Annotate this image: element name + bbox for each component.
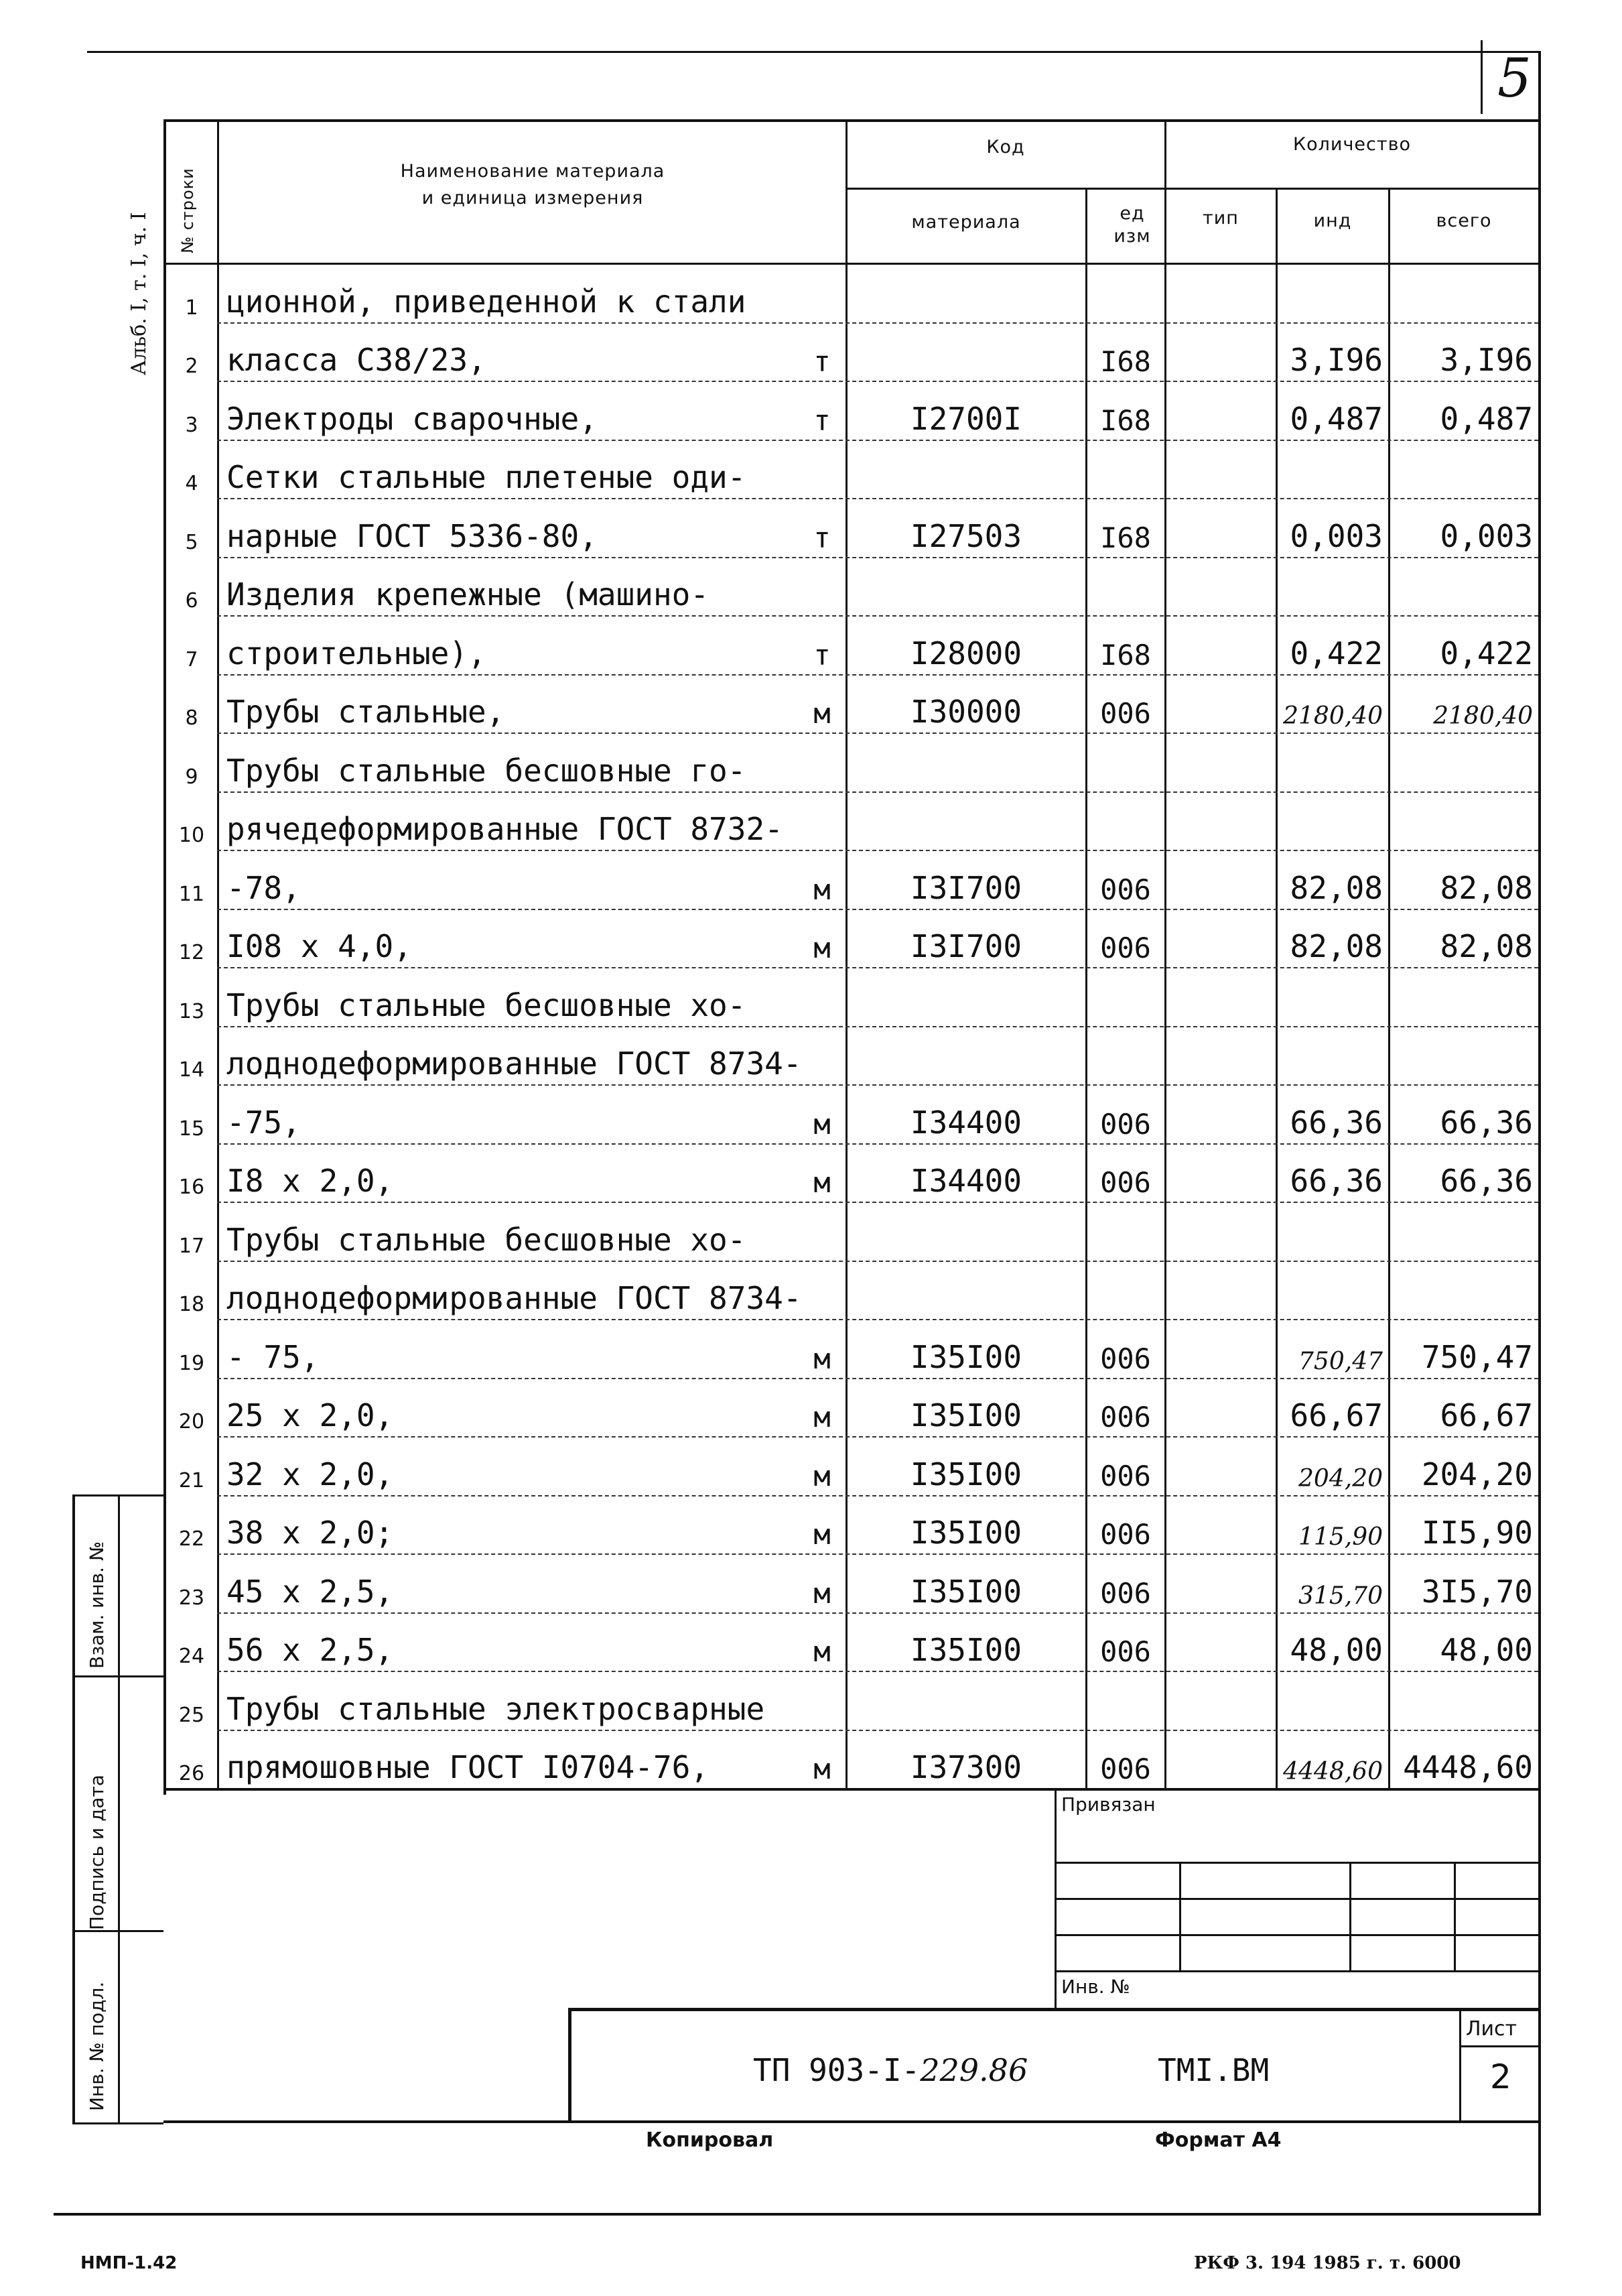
quantity-type-cell [1166,793,1276,852]
material-name-cell: Сетки стальные плетеные оди- [226,459,746,495]
material-name-cell: Изделия крепежные (машино- [226,576,709,613]
quantity-ind-cell: 0,003 [1290,517,1383,554]
quantity-type-cell [1166,1731,1276,1790]
row-number-cell: 26 [178,1762,205,1785]
quantity-total-cell: 82,08 [1440,928,1533,964]
unit-cell: м [813,1518,831,1551]
row-number-cell: 18 [178,1293,205,1316]
material-code-cell: I35I00 [910,1456,1022,1492]
measure-code-cell [1087,734,1164,793]
material-code-cell: I28000 [910,635,1022,672]
material-code-cell [847,324,1085,383]
material-code-cell [847,968,1085,1027]
table-row [163,558,1538,617]
row-number-cell: 21 [178,1468,205,1492]
unit-cell: м [813,697,831,730]
unit-cell: м [813,1342,831,1375]
unit-cell: м [813,1401,831,1433]
format-label: Формат А4 [1155,2128,1282,2152]
page-number: 5 [1497,47,1532,109]
doc-code-print: ТП 903-I- [753,2052,921,2088]
table-row [163,617,1538,676]
quantity-ind-cell [1277,558,1388,617]
measure-code-cell [1087,441,1164,500]
material-code-cell: I37300 [910,1749,1022,1785]
quantity-type-cell [1166,441,1276,500]
quantity-ind-cell: 3,I96 [1290,342,1383,378]
quantity-type-cell [1166,1555,1276,1614]
table-row [163,1555,1538,1614]
quantity-type-cell [1166,1438,1276,1496]
material-name-cell: рячедеформированные ГОСТ 8732- [226,811,783,847]
measure-code-cell: 006 [1100,697,1151,730]
measure-code-cell: 006 [1100,1459,1151,1492]
row-number-cell: 1 [185,296,198,320]
material-code-cell: I35I00 [910,1515,1022,1551]
header-code: Код [986,137,1025,157]
table-row [163,1496,1538,1555]
table-row [163,324,1538,383]
quantity-total-cell: 4448,60 [1403,1749,1533,1785]
header-quantity: Количество [1292,134,1412,155]
row-number-cell: 14 [178,1058,205,1082]
material-name-cell: Трубы стальные бесшовные хо- [226,986,746,1023]
measure-code-cell: 006 [1100,1576,1151,1610]
quantity-type-cell [1166,499,1276,558]
table-row [163,1438,1538,1496]
quantity-type-cell [1166,1203,1276,1262]
quantity-ind-cell: 66,36 [1290,1104,1383,1141]
measure-code-cell [1087,968,1164,1027]
sheet-label: Лист [1466,2017,1517,2041]
material-name-cell: 25 х 2,0, [226,1397,394,1433]
quantity-type-cell [1166,851,1276,910]
stamp-sign-date: Подпись и дата [86,1775,108,1930]
material-name-cell: Электроды сварочные, [226,400,598,437]
quantity-type-cell [1166,1320,1276,1379]
material-code-cell: I30000 [910,694,1022,730]
table-row [163,1614,1538,1673]
quantity-ind-cell [1277,793,1388,852]
table-row [163,1027,1538,1086]
table-row [163,499,1538,558]
material-code-cell [847,1262,1085,1321]
table-row [163,1379,1538,1438]
measure-code-cell [1087,265,1164,324]
quantity-ind-cell [1277,1203,1388,1262]
row-number-cell: 17 [178,1234,205,1258]
quantity-ind-cell [1277,1262,1388,1321]
material-code-cell: I35I00 [910,1632,1022,1668]
measure-code-cell [1087,1203,1164,1262]
row-number-cell: 4 [185,472,198,495]
quantity-total-cell [1390,265,1538,324]
quantity-total-cell: 66,36 [1440,1163,1533,1199]
quantity-type-cell [1166,1496,1276,1555]
material-code-cell [847,793,1085,852]
unit-cell: м [813,1107,831,1141]
material-code-cell [847,558,1085,617]
row-number-cell: 6 [185,589,198,613]
row-number-cell: 9 [185,765,198,789]
material-code-cell: I3I700 [910,928,1022,964]
measure-code-cell: I68 [1100,638,1151,672]
unit-cell: м [813,873,831,906]
table-row [163,1145,1538,1204]
header-total: всего [1436,210,1492,231]
measure-code-cell: I68 [1100,521,1151,554]
table-row [163,1203,1538,1262]
quantity-total-cell: 2180,40 [1433,702,1533,730]
unit-cell: м [813,1752,831,1785]
row-number-cell: 2 [185,355,198,378]
quantity-ind-cell: 66,67 [1290,1397,1383,1433]
quantity-total-cell [1390,558,1538,617]
measure-code-cell [1087,558,1164,617]
measure-code-cell: 006 [1100,873,1151,906]
quantity-total-cell: 750,47 [1421,1338,1533,1375]
row-number-cell: 7 [185,647,198,672]
measure-code-cell: 006 [1100,1166,1151,1199]
table-row [163,1086,1538,1145]
unit-cell [800,1262,844,1321]
quantity-type-cell [1166,1086,1276,1145]
table-row [163,734,1538,793]
row-number-cell: 25 [178,1703,205,1727]
table-row [163,1672,1538,1731]
quantity-type-cell [1166,558,1276,617]
quantity-total-cell: 3,I96 [1440,342,1533,378]
row-number-cell: 5 [185,530,198,554]
bottom-border-line [54,2213,1541,2216]
quantity-ind-cell: 48,00 [1290,1632,1383,1668]
stamp-inv-orig: Инв. № подл. [86,1981,108,2111]
header-material: материала [911,212,1021,233]
attached-block [1055,1788,1538,2009]
table-row [163,851,1538,910]
table-row [163,676,1538,735]
unit-cell: м [813,1576,831,1610]
doc-code [753,2052,1028,2088]
material-name-cell: Трубы стальные бесшовные хо- [226,1221,746,1258]
quantity-type-cell [1166,1614,1276,1673]
material-code-cell [847,1672,1085,1731]
unit-cell: м [813,1459,831,1492]
material-code-cell: I2700I [910,400,1022,437]
material-code-cell: I35I00 [910,1397,1022,1433]
unit-cell: м [813,932,831,964]
row-number-cell: 20 [178,1410,205,1433]
quantity-total-cell: 0,003 [1440,517,1533,554]
material-name-cell: прямошовные ГОСТ I0704-76, [226,1749,709,1785]
quantity-type-cell [1166,382,1276,441]
unit-cell [800,441,844,500]
quantity-ind-cell [1277,265,1388,324]
quantity-type-cell [1166,968,1276,1027]
unit-cell [800,734,844,793]
doc-code-hand: 229.86 [920,2052,1028,2088]
material-code-cell: I34400 [910,1163,1022,1199]
measure-code-cell: 006 [1100,1752,1151,1785]
row-number-cell: 16 [178,1175,205,1199]
material-name-cell: Трубы стальные, [226,694,505,730]
table-row [163,910,1538,969]
quantity-type-cell [1166,1379,1276,1438]
quantity-type-cell [1166,1145,1276,1204]
header-row-number: № строки [178,168,197,253]
quantity-type-cell [1166,617,1276,676]
header-ind: инд [1313,210,1352,231]
inv-no-label: Инв. № [1061,1976,1130,1998]
quantity-type-cell [1166,910,1276,969]
measure-code-cell [1087,793,1164,852]
quantity-total-cell: 204,20 [1421,1456,1533,1492]
row-number-cell: 12 [178,941,205,964]
material-name-cell: 56 х 2,5, [226,1632,394,1668]
measure-code-cell [1087,1672,1164,1731]
quantity-total-cell: 66,67 [1440,1397,1533,1433]
material-name-cell: Трубы стальные бесшовные го- [226,752,746,789]
measure-code-cell: 006 [1100,1107,1151,1141]
header-type: тип [1203,208,1239,229]
stamp-block [568,2008,1538,2123]
attached-label: Привязан [1061,1793,1156,1815]
material-name-cell: I08 х 4,0, [226,928,412,964]
measure-code-cell [1087,1027,1164,1086]
quantity-type-cell [1166,324,1276,383]
table-row [163,382,1538,441]
measure-code-cell: 006 [1100,932,1151,964]
quantity-total-cell: 66,36 [1440,1104,1533,1141]
material-code-cell: I35I00 [910,1573,1022,1610]
unit-cell [800,558,844,617]
unit-cell [800,1027,844,1086]
material-name-cell: лоднодеформированные ГОСТ 8734- [226,1280,802,1316]
row-number-cell: 19 [178,1351,205,1375]
row-number-cell: 24 [178,1645,205,1668]
quantity-type-cell [1166,1027,1276,1086]
material-code-cell: I34400 [910,1104,1022,1141]
quantity-total-cell: 48,00 [1440,1632,1533,1668]
quantity-ind-cell: 66,36 [1290,1163,1383,1199]
material-code-cell: I35I00 [910,1338,1022,1375]
row-number-cell: 13 [178,999,205,1023]
page-number-box-left [1481,40,1483,114]
material-code-cell [847,734,1085,793]
quantity-type-cell [1166,676,1276,735]
unit-cell [800,1672,844,1731]
quantity-total-cell [1390,1672,1538,1731]
unit-cell: т [813,403,831,437]
material-name-cell: ционной, приведенной к стали [226,283,746,320]
row-number-cell: 15 [178,1117,205,1141]
material-name-cell: 45 х 2,5, [226,1573,394,1610]
unit-cell [800,968,844,1027]
unit-cell: м [813,1635,831,1668]
table-row [163,1731,1538,1790]
quantity-ind-cell: 82,08 [1290,928,1383,964]
header-name: Наименование материала и единица измерения [400,161,665,208]
quantity-total-cell [1390,793,1538,852]
top-border-line [87,51,1541,53]
material-name-cell: I8 х 2,0, [226,1163,394,1199]
table-row [163,265,1538,324]
measure-code-cell: 006 [1100,1635,1151,1668]
material-code-cell [847,265,1085,324]
quantity-ind-cell [1277,734,1388,793]
material-code-cell [847,1203,1085,1262]
quantity-total-cell: 0,487 [1440,400,1533,437]
measure-code-cell: 006 [1100,1401,1151,1433]
unit-cell [800,265,844,324]
material-name-cell: лоднодеформированные ГОСТ 8734- [226,1045,802,1082]
quantity-ind-cell [1277,968,1388,1027]
row-number-cell: 3 [185,413,198,437]
material-name-cell: 38 х 2,0; [226,1515,394,1551]
row-number-cell: 22 [178,1527,205,1551]
right-footer-code: РКФ 3. 194 1985 г. т. 6000 [1194,2253,1461,2273]
quantity-ind-cell: 315,70 [1298,1582,1383,1610]
header-unit: ед изм [1113,203,1151,247]
quantity-type-cell [1166,1672,1276,1731]
stamp-swap-inv: Взам. инв. № [86,1541,108,1669]
row-number-cell: 23 [178,1586,205,1610]
quantity-total-cell [1390,1027,1538,1086]
quantity-type-cell [1166,1262,1276,1321]
quantity-ind-cell: 750,47 [1298,1347,1383,1375]
material-code-cell [847,1027,1085,1086]
measure-code-cell: I68 [1100,345,1151,378]
unit-cell: т [813,345,831,378]
quantity-ind-cell: 115,90 [1298,1523,1383,1551]
quantity-ind-cell: 4448,60 [1283,1758,1383,1785]
spec-table [163,119,1538,1795]
material-name-cell: Трубы стальные электросварные [226,1690,765,1727]
unit-cell [800,793,844,852]
unit-cell: т [813,521,831,554]
material-name-cell: -75, [226,1104,301,1141]
sheet-number: 2 [1490,2057,1511,2096]
quantity-total-cell [1390,968,1538,1027]
quantity-total-cell [1390,734,1538,793]
material-name-cell: нарные ГОСТ 5336-80, [226,517,598,554]
quantity-total-cell [1390,1203,1538,1262]
table-row [163,793,1538,852]
material-code-cell: I27503 [910,517,1022,554]
measure-code-cell: I68 [1100,403,1151,437]
quantity-ind-cell [1277,1672,1388,1731]
measure-code-cell: 006 [1100,1518,1151,1551]
row-number-cell: 11 [178,882,205,906]
quantity-total-cell: 0,422 [1440,635,1533,672]
quantity-total-cell: 3I5,70 [1421,1573,1533,1610]
measure-code-cell: 006 [1100,1342,1151,1375]
quantity-ind-cell: 0,422 [1290,635,1383,672]
quantity-total-cell [1390,1262,1538,1321]
quantity-total-cell: 82,08 [1440,869,1533,906]
copied-label: Копировал [646,2128,774,2152]
material-name-cell: - 75, [226,1338,320,1375]
table-row [163,441,1538,500]
row-number-cell: 10 [178,824,205,847]
material-code-cell [847,441,1085,500]
quantity-type-cell [1166,265,1276,324]
row-number-cell: 8 [185,706,198,730]
quantity-ind-cell: 2180,40 [1283,702,1383,730]
unit-cell: т [813,638,831,672]
table-row [163,1262,1538,1321]
material-name-cell: -78, [226,869,301,906]
margin-note: Альб. I, т. I, ч. I [127,212,151,375]
quantity-ind-cell: 204,20 [1298,1464,1383,1492]
quantity-ind-cell: 82,08 [1290,869,1383,906]
quantity-total-cell [1390,441,1538,500]
quantity-type-cell [1166,734,1276,793]
material-name-cell: строительные), [226,635,486,672]
material-name-cell: класса С38/23, [226,342,486,378]
material-code-cell: I3I700 [910,869,1022,906]
left-footer-code: НМП-1.42 [80,2253,178,2273]
unit-cell [800,1203,844,1262]
unit-cell: м [813,1166,831,1199]
right-border-line [1538,51,1541,2216]
quantity-ind-cell [1277,441,1388,500]
doc-mark: ТМI.ВМ [1158,2052,1270,2088]
table-row [163,968,1538,1027]
table-row [163,1320,1538,1379]
quantity-total-cell: II5,90 [1421,1515,1533,1551]
quantity-ind-cell: 0,487 [1290,400,1383,437]
material-name-cell: 32 х 2,0, [226,1456,394,1492]
quantity-ind-cell [1277,1027,1388,1086]
measure-code-cell [1087,1262,1164,1321]
